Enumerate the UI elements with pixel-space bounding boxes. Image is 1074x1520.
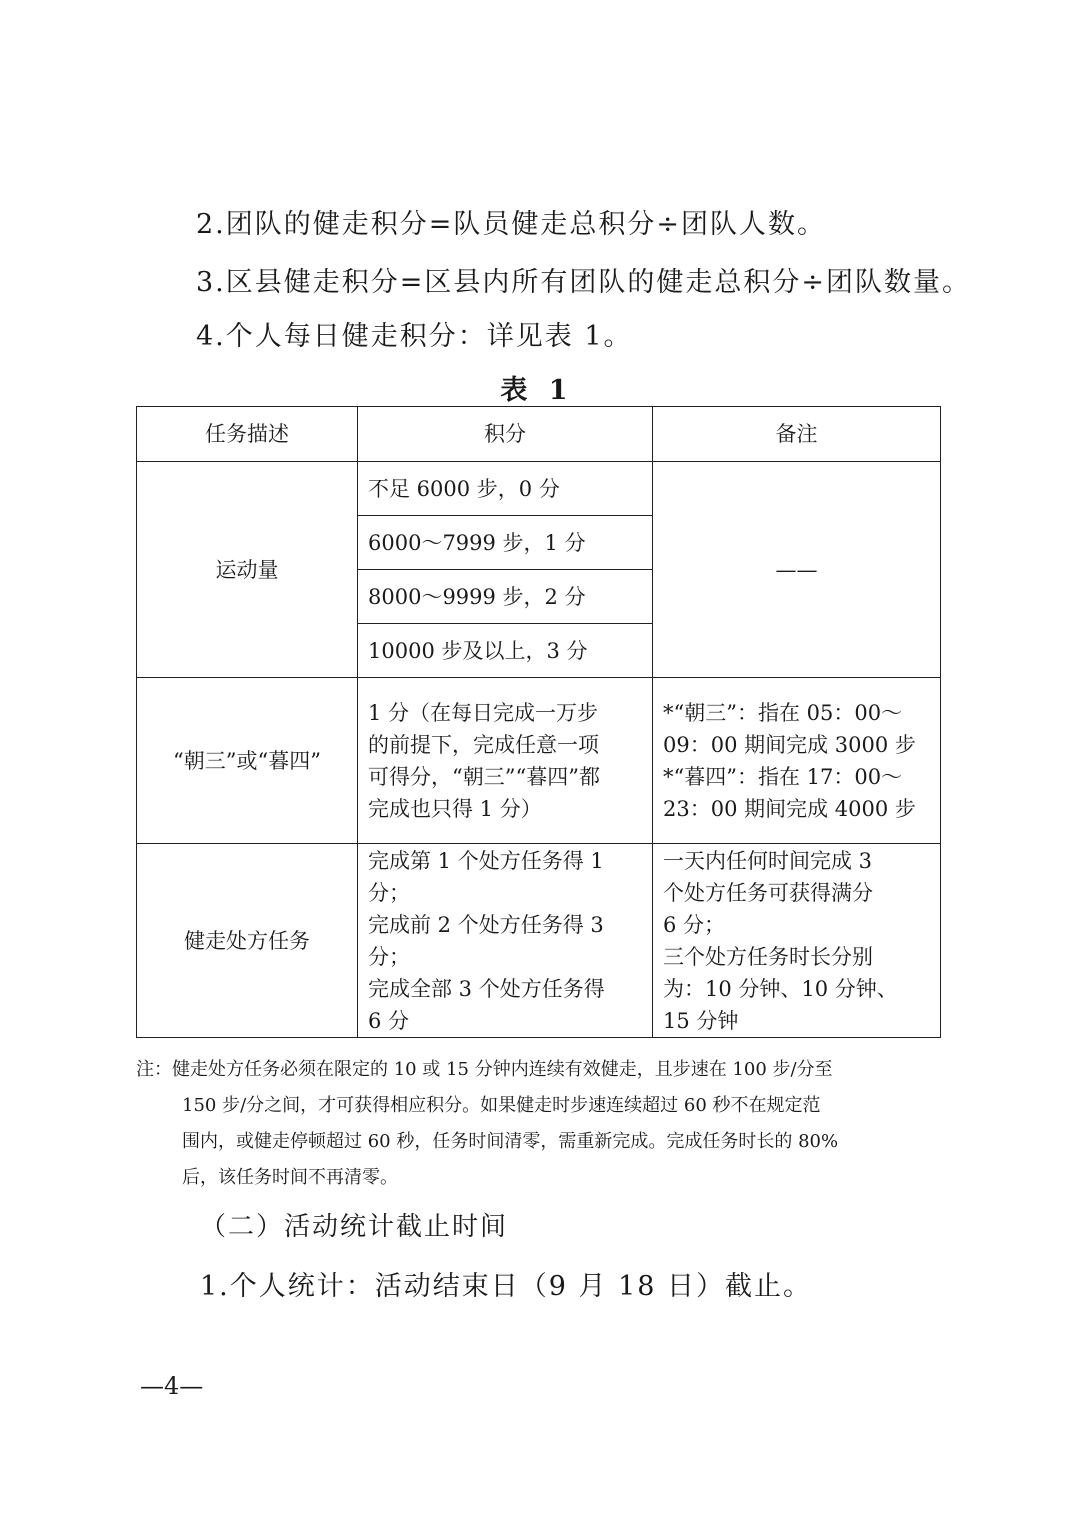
table-row — [137, 678, 941, 844]
paragraph-personal-deadline: 1.个人统计：活动结束日（9 月 18 日）截止。 — [200, 1271, 813, 1302]
header-remark: 备注 — [653, 407, 941, 462]
cell-line: 6 分； — [663, 912, 726, 937]
header-score: 积分 — [358, 407, 653, 462]
score-cell: 不足 6000 步，0 分 — [358, 462, 653, 516]
paragraph-personal-score: 4.个人每日健走积分：详见表 1。 — [196, 321, 633, 352]
header-task: 任务描述 — [137, 407, 358, 462]
section-heading-deadline: （二）活动统计截止时间 — [200, 1212, 509, 1242]
cell-line: 23：00 期间完成 4000 步 — [663, 796, 916, 821]
cell-line: 分； — [368, 944, 410, 969]
score-cell-morning-evening — [358, 678, 653, 844]
remark-cell-prescription — [653, 844, 941, 1038]
cell-line: *“暮四”：指在 17：00～ — [663, 764, 903, 789]
cell-line: 分； — [368, 880, 410, 905]
cell-line: 6 分 — [368, 1008, 410, 1033]
note-line: 围内，或健走停顿超过 60 秒，任务时间清零，需重新完成。完成任务时长的 80% — [182, 1131, 839, 1152]
table-header-row — [137, 407, 941, 462]
cell-line: 可得分，“朝三”“暮四”都 — [368, 764, 600, 789]
cell-line: 完成也只得 1 分） — [368, 796, 542, 821]
remark-dash: —— — [653, 462, 941, 678]
score-cell: 10000 步及以上，3 分 — [358, 624, 653, 678]
score-cell-prescription — [358, 844, 653, 1038]
cell-line: 的前提下，完成任意一项 — [368, 732, 599, 757]
cell-line: 1 分（在每日完成一万步 — [368, 700, 599, 725]
scoring-table — [136, 406, 941, 1038]
note-line: 后，该任务时间不再清零。 — [182, 1167, 398, 1188]
cell-line: *“朝三”：指在 05：00～ — [663, 700, 903, 725]
cell-line: 完成全部 3 个处方任务得 — [368, 976, 605, 1001]
cell-line: 完成前 2 个处方任务得 3 — [368, 912, 604, 937]
cell-line: 为：10 分钟、10 分钟、 — [663, 976, 898, 1001]
table-row — [137, 462, 941, 516]
page-number: —4— — [140, 1372, 204, 1400]
cell-line: 一天内任何时间完成 3 — [663, 848, 873, 873]
cell-line: 三个处方任务时长分别 — [663, 944, 873, 969]
task-walking-prescription: 健走处方任务 — [137, 844, 358, 1038]
note-label: 注： — [136, 1059, 172, 1080]
paragraph-district-score: 3.区县健走积分=区县内所有团队的健走总积分÷团队数量。 — [196, 267, 972, 298]
task-exercise-amount: 运动量 — [137, 462, 358, 678]
cell-line: 15 分钟 — [663, 1008, 739, 1033]
table-caption: 表 1 — [500, 375, 574, 406]
task-morning-evening: “朝三”或“暮四” — [137, 678, 358, 844]
note-line: 150 步/分之间，才可获得相应积分。如果健走时步速连续超过 60 秒不在规定范 — [182, 1095, 821, 1116]
remark-cell-morning-evening — [653, 678, 941, 844]
cell-line: 个处方任务可获得满分 — [663, 880, 873, 905]
paragraph-team-score: 2.团队的健走积分=队员健走总积分÷团队人数。 — [196, 209, 827, 240]
note-line — [136, 1052, 940, 1088]
note-text: 健走处方任务必须在限定的 10 或 15 分钟内连续有效健走，且步速在 100 步/分至 — [172, 1059, 833, 1080]
score-cell: 8000～9999 步，2 分 — [358, 570, 653, 624]
cell-line: 09：00 期间完成 3000 步 — [663, 732, 916, 757]
table-note — [136, 1052, 940, 1196]
score-cell: 6000～7999 步，1 分 — [358, 516, 653, 570]
table-row — [137, 844, 941, 1038]
cell-line: 完成第 1 个处方任务得 1 — [368, 848, 604, 873]
